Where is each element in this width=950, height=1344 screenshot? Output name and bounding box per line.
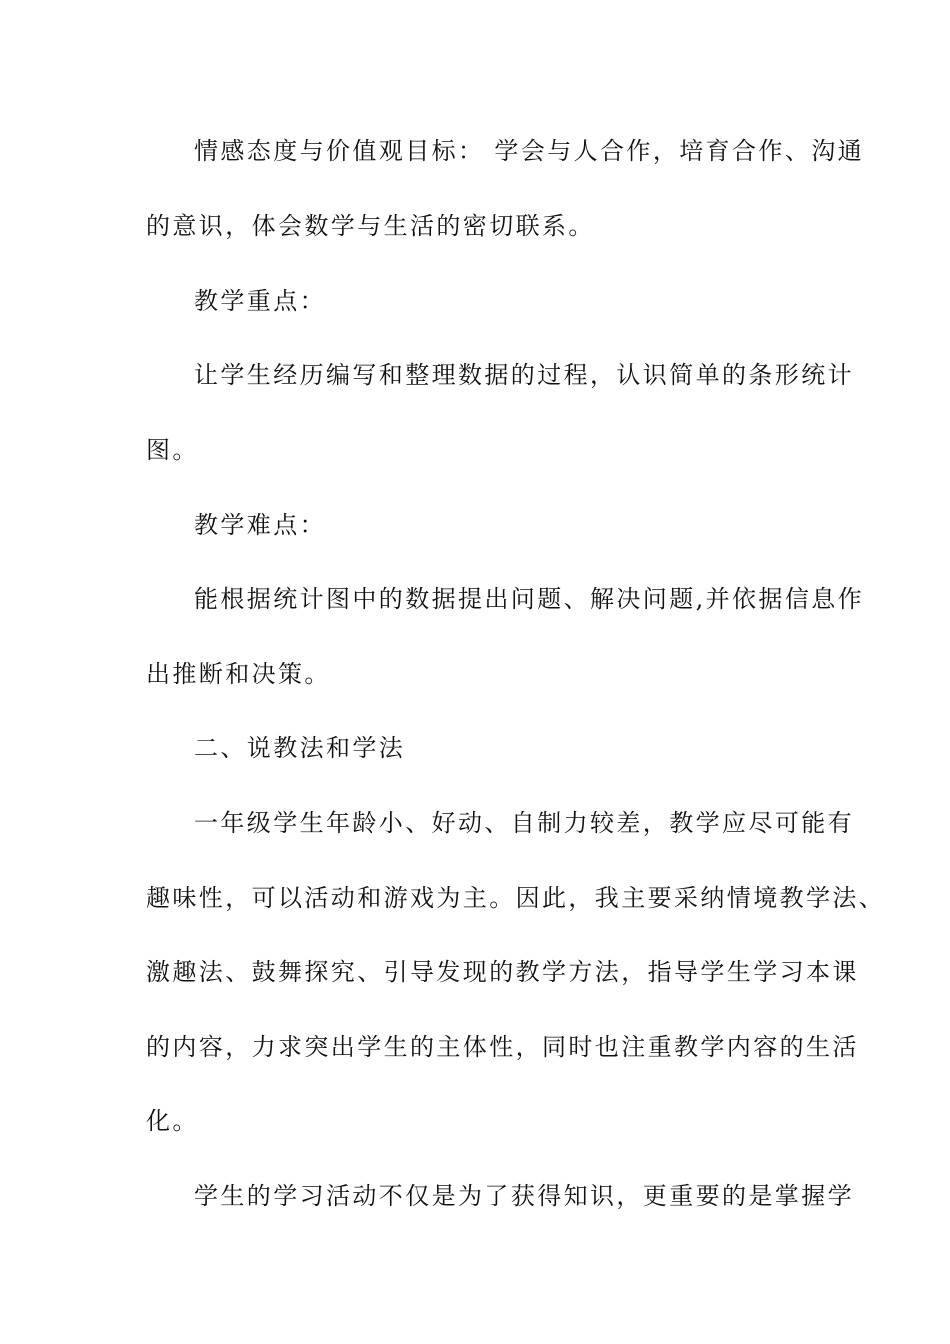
text-line: 激趣法、鼓舞探究、引导发现的教学方法，指导学生学习本课 [146,958,859,986]
section-heading: 教学重点： [194,287,326,315]
text-line: 情感态度与价值观目标： 学会与人合作，培育合作、沟通 [194,137,865,165]
text-line: 的内容，力求突出学生的主体性，同时也注重教学内容的生活 [146,1033,859,1061]
text-line: 图。 [146,436,199,464]
text-line: 的意识，体会数学与生活的密切联系。 [146,212,595,240]
text-line: 趣味性，可以活动和游戏为主。因此，我主要采纳情境教学法、 [146,884,886,912]
text-line: 一年级学生年龄小、好动、自制力较差，教学应尽可能有 [194,809,854,837]
text-line: 化。 [146,1107,199,1135]
text-line: 学生的学习活动不仅是为了获得知识，更重要的是掌握学 [194,1182,854,1210]
text-line: 出推断和决策。 [146,660,331,688]
section-heading: 二、说教法和学法 [194,734,406,762]
section-heading: 教学难点： [194,511,326,539]
text-line: 让学生经历编写和整理数据的过程，认识简单的条形统计 [194,361,854,389]
text-line: 能根据统计图中的数据提出问题、解决问题,并依据信息作 [194,585,865,613]
